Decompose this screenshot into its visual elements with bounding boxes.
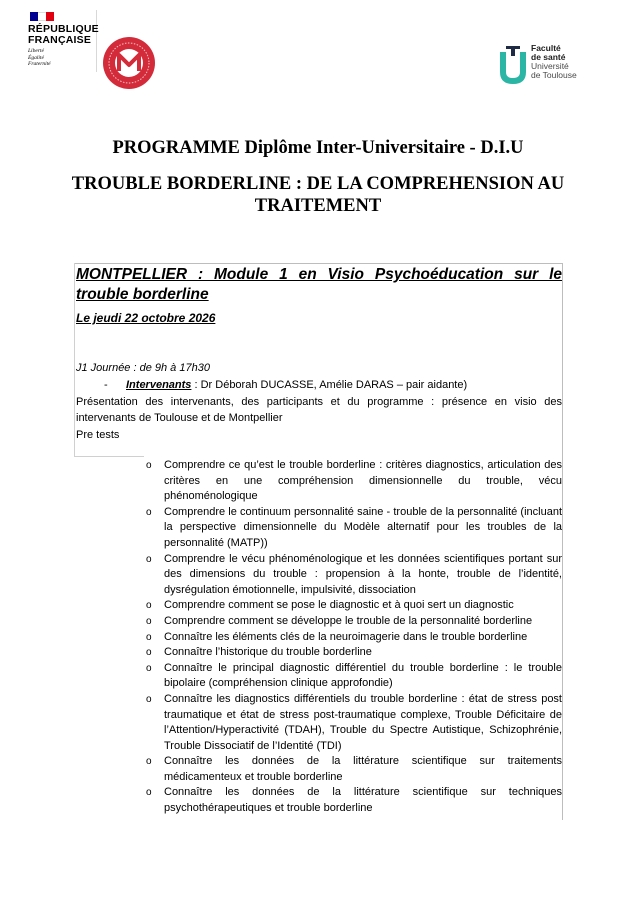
list-item: o Comprendre le continuum personnalité saine - trouble de la personnalité (incluant la perspective dimensionnelle du Modèle alternatif pour les troubles de la personnalité (MATP)) [146, 505, 562, 549]
speakers-dash: - [104, 379, 108, 391]
bullet-icon: o [146, 506, 152, 518]
program-title: PROGRAMME Diplôme Inter-Universitaire - D.I.U [112, 138, 524, 158]
bullet-icon: o [146, 631, 152, 643]
list-item: o Comprendre comment se pose le diagnostic et à quoi sert un diagnostic [146, 598, 562, 614]
presentation-text: Présentation des intervenants, des participants et du programme : présence en visio des intervenants de Toulouse et de Montpellier [76, 396, 562, 424]
bullet-icon: o [146, 600, 152, 612]
republique-title: RÉPUBLIQUE FRANÇAISE [28, 23, 99, 46]
flag-red-stripe [46, 12, 54, 21]
bullet-icon: o [146, 756, 152, 768]
list-item: o Connaître le principal diagnostic différentiel du trouble borderline : le trouble bipolaire (compréhension clinique approfondie) [146, 661, 562, 690]
list-item: o Comprendre ce qu’est le trouble borderline : critères diagnostics, articulation des critères en une compréhension dimensionnelle du trouble, vécu phénoménologique [146, 459, 562, 503]
bullet-icon: o [146, 553, 152, 565]
module-title: MONTPELLIER : Module 1 en Visio Psychoéducation sur le trouble borderline [76, 266, 562, 303]
bullet-icon: o [146, 787, 152, 799]
list-item: o Connaître les diagnostics différentiels du trouble borderline : état de stress post traumatique et état de stress post-traumatique complexe, Trouble Déficitaire de l’Attention/Hyperactivité (TDAH), Trouble du Spectre Autistique, Schizophrénie, Trouble Dissociatif de l’Identité (TDI) [146, 692, 562, 752]
faculte-mark-icon [498, 46, 528, 86]
flag-white-stripe [38, 12, 46, 21]
list-item: o Connaître les éléments clés de la neuroimagerie dans le trouble borderline [146, 630, 562, 646]
subject-title: TROUBLE BORDERLINE : DE LA COMPREHENSION AU TRAITEMENT [71, 174, 565, 216]
list-item: o Comprendre comment se développe le trouble de la personnalité borderline [146, 614, 562, 630]
faculte-text: Faculté de santé Université de Toulouse [531, 43, 577, 80]
bullet-icon: o [146, 460, 152, 471]
speakers-label: Intervenants [126, 379, 192, 391]
speakers-line [104, 377, 467, 393]
module-box-left-border [74, 263, 75, 456]
republique-motto: Liberté Égalité Fraternité [28, 48, 51, 67]
speakers-value: : Dr Déborah DUCASSE, Amélie DARAS – pair aidante) [191, 379, 468, 391]
republique-francaise-logo [28, 10, 97, 72]
bullet-icon: o [146, 693, 152, 705]
list-item: o Comprendre le vécu phénoménologique et les données scientifiques portant sur des dimensions du trouble : propension à la honte, trouble de l’identité, dysrégulation émotionnelle, impulsivité, dissociation [146, 552, 562, 596]
bullet-icon: o [146, 615, 152, 627]
flag-blue-stripe [30, 12, 38, 21]
french-flag-icon [30, 12, 54, 21]
pretests-text: Pre tests [76, 429, 120, 441]
university-seal-icon [102, 36, 156, 90]
list-item: o Connaître les données de la littérature scientifique sur traitements médicamenteux et trouble borderline [146, 755, 562, 783]
module-box-separator [74, 456, 144, 457]
bullet-icon: o [146, 647, 152, 659]
day-schedule: J1 Journée : de 9h à 17h30 [76, 362, 210, 374]
faculte-sante-logo [498, 44, 590, 86]
module-date: Le jeudi 22 octobre 2026 [76, 311, 216, 325]
objectives-list [146, 458, 562, 817]
bullet-icon: o [146, 662, 152, 674]
list-item: o Connaître l’historique du trouble borderline [146, 645, 562, 661]
list-item: o Connaître les données de la littérature scientifique sur techniques psychothérapeutiques et trouble borderline [146, 786, 562, 815]
